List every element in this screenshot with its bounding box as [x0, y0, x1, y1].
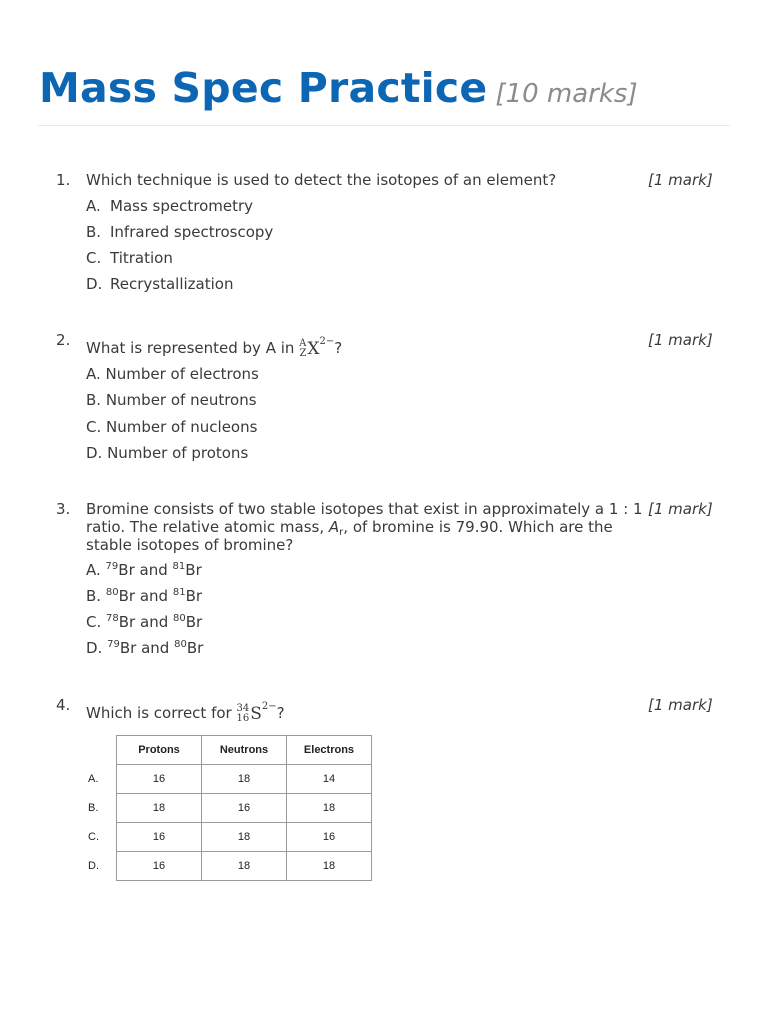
mass-number: 34	[236, 703, 250, 714]
header-divider	[38, 125, 730, 126]
question-number: 3.	[56, 500, 71, 518]
ar-symbol: A	[328, 518, 340, 536]
mass-number: 79	[107, 639, 120, 650]
table-row	[117, 765, 372, 794]
option-conjunction: and	[140, 613, 169, 631]
question-text	[86, 500, 646, 554]
column-header: Electrons	[287, 736, 372, 765]
option-3b[interactable]	[86, 587, 202, 605]
mass-number: 80	[173, 613, 186, 624]
question-text-before: What is represented by A in	[86, 339, 300, 357]
table-row	[117, 823, 372, 852]
ion-charge: 2−	[319, 336, 335, 347]
option-2d[interactable]: D. Number of protons	[86, 444, 249, 462]
table-cell: 18	[202, 823, 287, 852]
option-conjunction: and	[139, 587, 169, 605]
column-header: Neutrons	[202, 736, 287, 765]
mass-number: 80	[105, 587, 119, 598]
option-text: Mass spectrometry	[110, 197, 254, 215]
option-1d[interactable]	[86, 275, 233, 293]
element-symbol: Br	[186, 639, 204, 657]
table-cell: 18	[202, 852, 287, 881]
question-line-1: Bromine consists of two stable isotopes that exist in approximately a 1 : 1	[86, 500, 643, 518]
ar-subscript: r	[339, 527, 344, 538]
atomic-number: Z	[299, 348, 307, 359]
element-symbol: Br	[118, 561, 135, 579]
element-symbol: Br	[119, 639, 137, 657]
nuclide-notation	[236, 698, 276, 724]
element-symbol: Br	[185, 613, 203, 631]
row-label[interactable]: D.	[88, 860, 99, 872]
table-header-row	[117, 736, 372, 765]
question-text	[86, 698, 646, 724]
table-cell: 18	[287, 794, 372, 823]
mass-number: 81	[172, 587, 186, 598]
question-number: 4.	[56, 696, 71, 714]
table-row	[117, 794, 372, 823]
option-letter: C.	[86, 249, 102, 267]
table-cell: 18	[287, 852, 372, 881]
element-symbol: X	[307, 339, 320, 359]
option-2a[interactable]: A. Number of electrons	[86, 365, 259, 383]
row-label[interactable]: C.	[88, 831, 99, 843]
option-letter: C.	[86, 613, 102, 631]
mass-number: A	[299, 338, 307, 349]
question-text-after: ?	[276, 704, 285, 722]
option-3a[interactable]	[86, 561, 202, 579]
ion-charge: 2−	[261, 701, 277, 712]
answer-table	[116, 735, 372, 881]
question-mark: [1 mark]	[648, 696, 713, 714]
mass-number: 79	[105, 561, 119, 572]
page-title: Mass Spec Practice	[39, 64, 488, 112]
table-cell: 14	[287, 765, 372, 794]
page-header	[39, 64, 638, 112]
option-1a[interactable]	[86, 197, 253, 215]
table-cell: 16	[117, 852, 202, 881]
question-line-2a: ratio. The relative atomic mass,	[86, 518, 329, 536]
question-mark: [1 mark]	[648, 331, 713, 349]
option-3c[interactable]	[86, 613, 202, 631]
nuclide-notation	[299, 333, 334, 359]
option-1c[interactable]	[86, 249, 173, 267]
mass-number: 78	[106, 613, 119, 624]
option-letter: B.	[86, 587, 102, 605]
option-2b[interactable]: B. Number of neutrons	[86, 391, 257, 409]
question-text-before: Which is correct for	[86, 704, 237, 722]
element-symbol: Br	[118, 613, 136, 631]
answer-table-area	[86, 730, 372, 886]
table-cell: 16	[117, 823, 202, 852]
question-line-3: stable isotopes of bromine?	[86, 536, 294, 554]
option-conjunction: and	[141, 639, 170, 657]
option-letter: B.	[86, 223, 102, 241]
option-conjunction: and	[139, 561, 168, 579]
element-symbol: S	[250, 704, 262, 724]
question-text-after: ?	[334, 339, 343, 357]
table-cell: 18	[117, 794, 202, 823]
table-cell: 16	[117, 765, 202, 794]
option-3d[interactable]	[86, 639, 203, 657]
option-2c[interactable]: C. Number of nucleons	[86, 418, 258, 436]
option-letter: A.	[86, 197, 101, 215]
table-cell: 16	[287, 823, 372, 852]
mass-number: 81	[172, 561, 186, 572]
row-label[interactable]: B.	[88, 802, 99, 814]
column-header: Protons	[117, 736, 202, 765]
question-line-2b: , of bromine is 79.90. Which are the	[343, 518, 613, 536]
row-label[interactable]: A.	[88, 773, 99, 785]
question-mark: [1 mark]	[648, 500, 713, 518]
option-letter: D.	[86, 639, 103, 657]
element-symbol: Br	[185, 587, 203, 605]
question-mark: [1 mark]	[648, 171, 713, 189]
option-text: Titration	[110, 249, 173, 267]
mass-number: 80	[174, 639, 187, 650]
question-text: Which technique is used to detect the isotopes of an element?	[86, 171, 557, 189]
table-row	[117, 852, 372, 881]
option-1b[interactable]	[86, 223, 273, 241]
element-symbol: Br	[118, 587, 136, 605]
option-text: Recrystallization	[110, 275, 234, 293]
table-cell: 16	[202, 794, 287, 823]
option-letter: A.	[86, 561, 101, 579]
question-text	[86, 333, 646, 359]
total-marks: [10 marks]	[495, 79, 638, 109]
atomic-number: 16	[236, 713, 250, 724]
option-letter: D.	[86, 275, 103, 293]
table-cell: 18	[202, 765, 287, 794]
element-symbol: Br	[185, 561, 202, 579]
question-number: 1.	[56, 171, 71, 189]
question-number: 2.	[56, 331, 71, 349]
option-text: Infrared spectroscopy	[110, 223, 274, 241]
